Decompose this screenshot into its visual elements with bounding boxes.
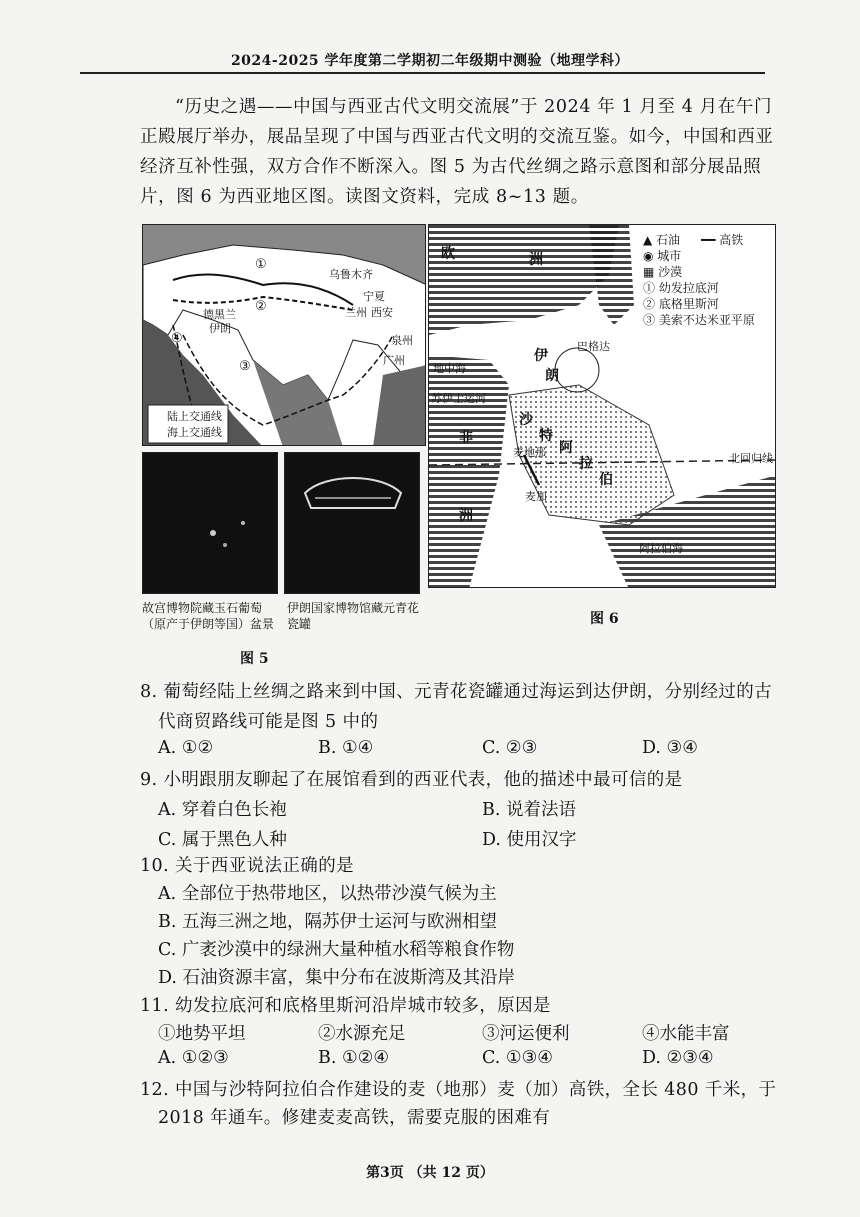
question-11-option-a[interactable]: A. ①②③ xyxy=(158,1048,229,1068)
route-label-2: ② xyxy=(255,299,267,314)
region-iran-1: 伊 xyxy=(534,348,548,364)
legend-desert-label: 沙漠 xyxy=(658,265,683,279)
city-quanzhou: 泉州 xyxy=(391,334,413,347)
region-sa-3: 阿 xyxy=(559,440,573,456)
place-baghdad: 巴格达 xyxy=(577,340,610,353)
question-11-factor-1: ①地势平坦 xyxy=(158,1024,246,1044)
question-8-option-a[interactable]: A. ①② xyxy=(158,738,214,758)
legend-euphrates: ① 幼发拉底河 xyxy=(643,281,719,295)
question-10-option-c[interactable]: C. 广袤沙漠中的绿洲大量种植水稻等粮食作物 xyxy=(158,940,515,960)
city-xian: 西安 xyxy=(371,306,393,319)
question-9-option-b[interactable]: B. 说着法语 xyxy=(482,800,576,820)
legend-desert: ▦ 沙漠 xyxy=(643,265,683,279)
country-iran: 伊朗 xyxy=(209,322,231,335)
legend-rail-label: 高铁 xyxy=(719,233,744,247)
question-9-option-c[interactable]: C. 属于黑色人种 xyxy=(158,830,287,850)
city-tehran: 德黑兰 xyxy=(203,308,236,321)
question-11-option-b[interactable]: B. ①②④ xyxy=(318,1048,390,1068)
question-8-stem-cont: 代商贸路线可能是图 5 中的 xyxy=(158,712,379,732)
legend-land-route: 陆上交通线 xyxy=(167,410,222,423)
question-11-factor-3: ③河运便利 xyxy=(482,1024,570,1044)
place-medina: 麦地那 xyxy=(513,446,546,459)
region-af-1: 非 xyxy=(459,430,473,446)
route-label-3: ③ xyxy=(239,359,251,374)
jade-grape-photo xyxy=(142,452,278,594)
legend-city: ◉ 城市 xyxy=(643,249,682,263)
question-9-option-a[interactable]: A. 穿着白色长袍 xyxy=(158,800,287,820)
question-9-stem: 9. 小明跟朋友聊起了在展馆看到的西亚代表，他的描述中最可信的是 xyxy=(140,770,683,790)
question-10-option-b[interactable]: B. 五海三洲之地，隔苏伊士运河与欧洲相望 xyxy=(158,912,497,932)
region-sa-4: 拉 xyxy=(579,456,593,472)
question-11-option-d[interactable]: D. ②③④ xyxy=(642,1048,714,1068)
route-label-4: ④ xyxy=(171,331,183,346)
figure-5-label: 图 5 xyxy=(240,651,269,667)
question-8-option-d[interactable]: D. ③④ xyxy=(642,738,698,758)
header-divider xyxy=(80,72,765,74)
legend-rail: ━━ 高铁 xyxy=(701,233,744,247)
intro-paragraph: “历史之遇——中国与西亚古代文明交流展”于 2024 年 1 月至 4 月在午门正殿展厅举办，展品呈现了中国与西亚古代文明的交流互鉴。如今，中国和西亚经济互补性强，双方合作不断深入。图 5 为古代丝绸之路示意图和部分展品照片，图 6 为西亚地区图。读图文资料，完成 8~13 题。 xyxy=(140,97,774,207)
region-af-2: 洲 xyxy=(459,508,473,524)
legend-tigris: ② 底格里斯河 xyxy=(643,297,719,311)
question-10-option-a[interactable]: A. 全部位于热带地区，以热带沙漠气候为主 xyxy=(158,884,497,904)
blue-white-jar-photo xyxy=(284,452,420,594)
photo-right-caption: 伊朗国家博物馆藏元青花瓷罐 xyxy=(287,601,420,631)
question-9-option-d[interactable]: D. 使用汉字 xyxy=(482,830,577,850)
figure-5 xyxy=(142,224,426,631)
region-eu-2: 洲 xyxy=(529,252,543,268)
question-11-factor-2: ②水源充足 xyxy=(318,1024,406,1044)
photo-left-caption: 故宫博物院藏玉石葡萄（原产于伊朗等国）盆景 xyxy=(142,601,275,631)
question-10-option-d[interactable]: D. 石油资源丰富，集中分布在波斯湾及其沿岸 xyxy=(158,968,516,988)
city-urumqi: 乌鲁木齐 xyxy=(329,268,373,281)
question-12-stem-cont: 2018 年通车。修建麦麦高铁，需要克服的困难有 xyxy=(158,1108,551,1128)
legend-mesopotamia: ③ 美索不达米亚平原 xyxy=(643,313,755,327)
question-10-stem: 10. 关于西亚说法正确的是 xyxy=(140,856,354,876)
question-8-stem: 8. 葡萄经陆上丝绸之路来到中国、元青花瓷罐通过海运到达伊朗，分别经过的古 xyxy=(140,682,773,702)
question-12-stem: 12. 中国与沙特阿拉伯合作建设的麦（地那）麦（加）高铁，全长 480 千米，于 xyxy=(140,1080,777,1100)
legend-oil: ▲ 石油 xyxy=(643,233,681,247)
place-mediterranean: 地中海 xyxy=(433,362,466,375)
exam-header: 2024-2025 学年度第二学期初二年级期中测验（地理学科） xyxy=(230,53,630,69)
page-footer: 第3页 （共 12 页） xyxy=(366,1165,494,1181)
question-8-option-c[interactable]: C. ②③ xyxy=(482,738,538,758)
region-sa-2: 特 xyxy=(539,428,553,444)
legend-oil-label: 石油 xyxy=(656,233,681,247)
west-asia-map-graphic xyxy=(429,225,776,588)
region-sa-1: 沙 xyxy=(519,412,533,428)
region-iran-2: 朗 xyxy=(545,368,559,384)
question-8-option-b[interactable]: B. ①④ xyxy=(318,738,374,758)
legend-city-label: 城市 xyxy=(657,249,682,263)
question-11-stem: 11. 幼发拉底河和底格里斯河沿岸城市较多，原因是 xyxy=(140,996,551,1016)
figure-6-label: 图 6 xyxy=(590,611,619,627)
figure-6 xyxy=(428,224,776,588)
silk-road-map xyxy=(142,224,426,446)
city-guangzhou: 广州 xyxy=(383,354,405,367)
place-mecca: 麦加 xyxy=(525,490,547,503)
place-tropic: 北回归线 xyxy=(729,452,773,465)
question-11-option-c[interactable]: C. ①③④ xyxy=(482,1048,553,1068)
region-sa-5: 伯 xyxy=(599,472,613,488)
route-label-1: ① xyxy=(255,257,267,272)
legend-sea-route: 海上交通线 xyxy=(167,426,222,439)
city-lanzhou: 兰州 xyxy=(345,306,367,319)
question-11-factor-4: ④水能丰富 xyxy=(642,1024,730,1044)
region-eu-1: 欧 xyxy=(441,246,455,262)
city-ningxia: 宁夏 xyxy=(363,290,385,303)
place-suez: 苏伊士运河 xyxy=(431,392,486,405)
place-arabian-sea: 阿拉伯海 xyxy=(639,542,683,555)
